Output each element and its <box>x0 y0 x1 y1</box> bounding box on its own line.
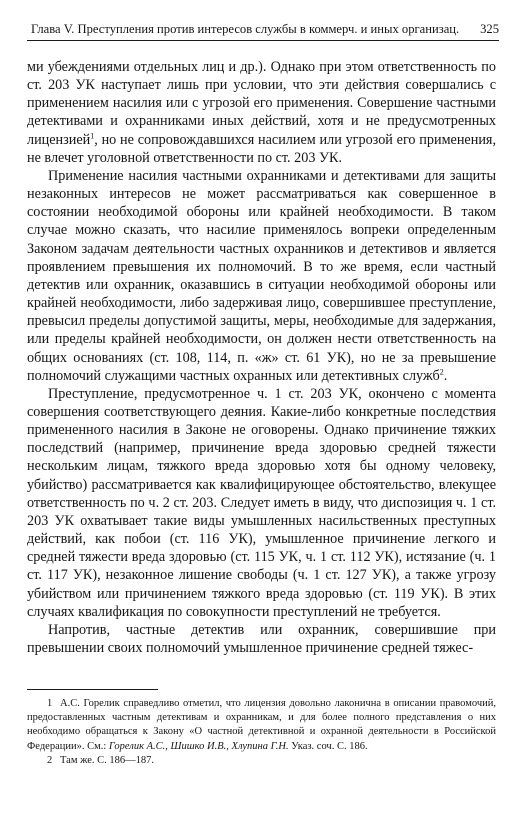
main-text <box>27 58 496 657</box>
paragraph-4 <box>27 621 496 657</box>
paragraph-text: , но не сопровождавшихся насилием или угрозой его применения, не влечет уголовной ответственности по ст. 203 УК. <box>27 131 496 166</box>
paragraph-2 <box>27 167 496 385</box>
paragraph-text: Преступление, предусмотренное ч. 1 ст. 203 УК, окончено с момента совершения соответствующего деяния. Какие-либо конкретные последствия примененного насилия в Законе не оговорены. Однако причинение тяжких последствий (например, причинение вреда здоровью средней тяжести нескольким лицам, тяжкого вреда здоровью хотя бы одному человеку, убийство) рассматривается как квалифицирующее обстоятельство, влекущее ответственность по ч. 2 ст. 203. Следует иметь в виду, что диспозиция ч. 1 ст. 203 УК охватывает такие виды умышленных насильственных преступных действий, как побои (ст. 116 УК), умышленное причинение легкого и средней тяжести вреда здоровью (ст. 115 УК, ч. 1 ст. 112 УК), истязание (ч. 1 ст. 117 УК), незаконное лишение свободы (ч. 1 ст. 127 УК), а также угрозу убийством или причинением тяжкого вреда здоровью (ст. 119 УК). В этих случаях квалификация по совокупности преступлений не требуется. <box>27 385 496 620</box>
footnote-rule <box>27 689 158 690</box>
footnote-ref-1: 1 <box>90 130 95 140</box>
footnote-authors: Горелик А.С., Шишко И.В., Хлупина Г.Н. <box>108 740 289 752</box>
paragraph-3 <box>27 385 496 621</box>
footnote-ref-2: 2 <box>439 366 444 376</box>
paragraph-text: . <box>443 367 448 384</box>
paragraph-text: Напротив, частные детектив или охранник, совершившие при превышении своих полномочий умышленное причинение средней тяжес- <box>27 621 496 656</box>
footnote-mark: 2 <box>47 754 53 766</box>
footnote-2 <box>27 754 496 768</box>
footnote-1 <box>27 697 496 754</box>
page-number: 325 <box>480 22 499 36</box>
paragraph-1 <box>27 58 496 167</box>
footnote-text: А.С. Горелик справедливо отметил, что лицензия довольно лаконична в описании правомочий, предоставленных частным детективам и охранникам, и для более полного представления о них необходимо обращаться к Закону «О частной детективной и охранной деятельности в Российской Федерации». См.: <box>27 698 496 752</box>
header-rule <box>27 40 499 41</box>
paragraph-text: ми убеждениями отдельных лиц и др.). Однако при этом ответственность по ст. 203 УК наступает лишь при условии, что эти действия совершались с применением насилия или с угрозой его применения. Совершение частными детективами и охранниками иных действий, хотя и не предусмотренных лицензией <box>27 59 496 148</box>
footnote-mark: 1 <box>47 698 53 709</box>
footnote-text: Там же. С. 186—187. <box>60 754 154 766</box>
paragraph-text: Применение насилия частными охранниками и детективами для защиты незаконных интересов не может рассматриваться как совершенное в состоянии необходимой обороны или крайней необходимости. В таком случае можно сказать, что насилие применялось вопреки определенным Законом задачам деятельности частных охранников и детективов и является проявлением превышения их полномочий. В то же время, если частный детектив или охранник, оказавшись в ситуации необходимой обороны или крайней необходимости, либо задерживая лицо, совершившее преступление, превысил пределы допустимой защиты, меры, необходимые для задержания, или пределы крайней необходимости, он должен нести ответственность на общих основаниях (ст. 108, 114, п. «ж» ст. 61 УК), но не за превышение полномочий служащими частных охранных или детективных служб <box>27 167 496 384</box>
footnotes <box>27 697 496 768</box>
footnote-text: Указ. соч. С. 186. <box>288 740 368 752</box>
running-header-title: Глава V. Преступления против интересов службы в коммерч. и иных организац. <box>31 22 460 36</box>
